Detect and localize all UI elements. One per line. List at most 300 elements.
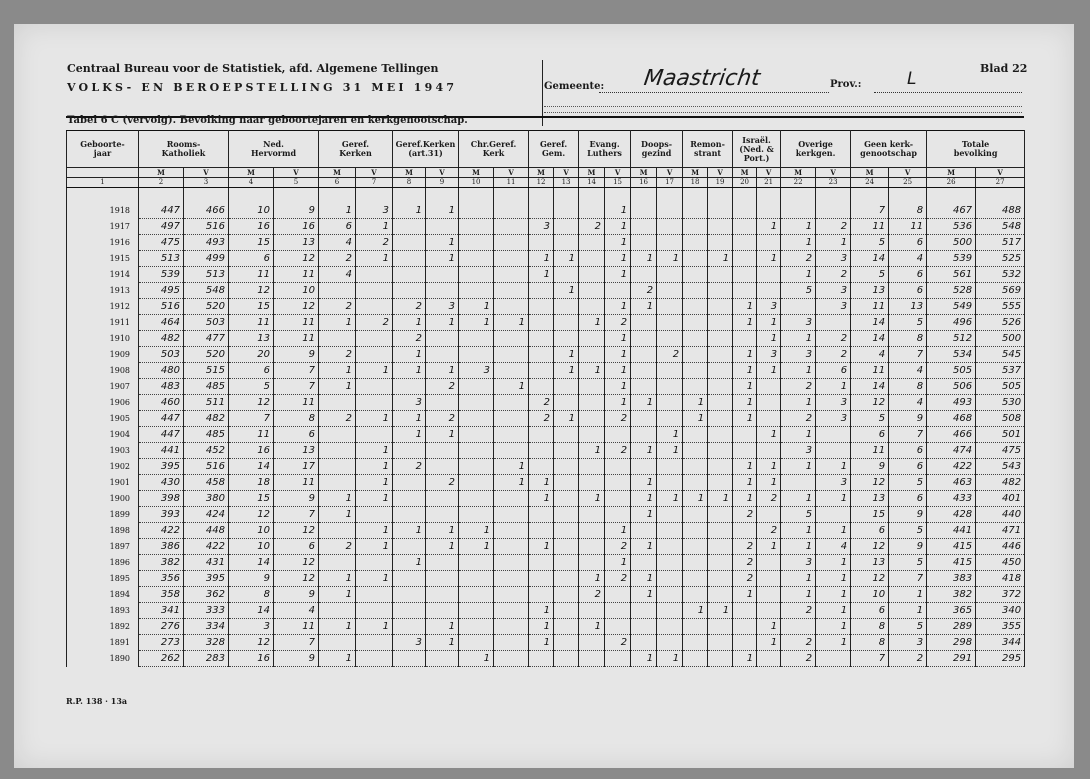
count-cell: 15 [229, 235, 274, 251]
count-cell: 415 [927, 539, 976, 555]
count-cell: 7 [889, 571, 927, 587]
count-cell [683, 571, 708, 587]
count-cell: 516 [139, 299, 184, 315]
table-row [67, 331, 1025, 347]
count-cell [579, 411, 605, 427]
count-cell [579, 555, 605, 571]
count-cell: 2 [319, 347, 356, 363]
sex-header-male: M [733, 168, 757, 178]
count-cell: 5 [851, 411, 889, 427]
count-cell [459, 267, 494, 283]
count-cell [657, 235, 683, 251]
count-cell: 398 [139, 491, 184, 507]
count-cell [579, 331, 605, 347]
count-cell: 273 [139, 635, 184, 651]
birth-year: 1898 [67, 523, 139, 539]
count-cell: 7 [274, 507, 319, 523]
count-cell: 2 [781, 603, 816, 619]
count-cell [494, 571, 529, 587]
count-cell [393, 379, 426, 395]
count-cell [657, 635, 683, 651]
birth-year: 1891 [67, 635, 139, 651]
count-cell [554, 603, 579, 619]
table-row [67, 587, 1025, 603]
count-cell: 1 [816, 491, 851, 507]
count-cell: 9 [229, 571, 274, 587]
col-number: 25 [889, 178, 927, 188]
table-row [67, 347, 1025, 363]
table-row [67, 267, 1025, 283]
count-cell: 447 [139, 427, 184, 443]
count-cell [781, 475, 816, 491]
count-cell [757, 571, 781, 587]
count-cell [579, 283, 605, 299]
count-cell: 10 [274, 283, 319, 299]
count-cell [459, 411, 494, 427]
dotted-line [544, 112, 1022, 113]
count-cell [426, 491, 459, 507]
count-cell: 526 [976, 315, 1025, 331]
count-cell [605, 427, 631, 443]
count-cell [356, 427, 393, 443]
count-cell: 1 [426, 363, 459, 379]
count-cell: 5 [889, 475, 927, 491]
count-cell [781, 203, 816, 219]
count-cell [529, 443, 554, 459]
count-cell: 1 [393, 411, 426, 427]
spacer-cell [781, 188, 816, 204]
count-cell: 3 [459, 363, 494, 379]
count-cell [393, 619, 426, 635]
count-cell: 534 [927, 347, 976, 363]
count-cell: 493 [184, 235, 229, 251]
count-cell [683, 251, 708, 267]
col-header-group: Ned. Hervormd [229, 131, 319, 168]
count-cell: 466 [184, 203, 229, 219]
count-cell: 7 [274, 635, 319, 651]
count-cell: 9 [889, 539, 927, 555]
count-cell: 1 [529, 491, 554, 507]
count-cell: 499 [184, 251, 229, 267]
count-cell [708, 347, 733, 363]
count-cell [426, 555, 459, 571]
count-cell: 1 [319, 587, 356, 603]
count-cell [494, 603, 529, 619]
count-cell [494, 635, 529, 651]
count-cell [356, 379, 393, 395]
count-cell [708, 411, 733, 427]
col-number: 11 [494, 178, 529, 188]
count-cell [816, 507, 851, 523]
count-cell: 1 [605, 267, 631, 283]
count-cell: 1 [529, 635, 554, 651]
count-cell [605, 587, 631, 603]
count-cell [757, 603, 781, 619]
count-cell [356, 587, 393, 603]
count-cell: 11 [851, 299, 889, 315]
count-cell: 525 [976, 251, 1025, 267]
count-cell: 401 [976, 491, 1025, 507]
count-cell [605, 603, 631, 619]
spacer-cell [816, 188, 851, 204]
sex-header-female: V [426, 168, 459, 178]
spacer-cell [529, 188, 554, 204]
count-cell: 448 [184, 523, 229, 539]
count-cell [757, 395, 781, 411]
count-cell [683, 219, 708, 235]
count-cell: 1 [631, 587, 657, 603]
count-cell: 1 [554, 251, 579, 267]
count-cell: 543 [976, 459, 1025, 475]
count-cell [554, 555, 579, 571]
col-number: 4 [229, 178, 274, 188]
count-cell: 1 [426, 251, 459, 267]
count-cell [393, 651, 426, 667]
count-cell: 11 [274, 331, 319, 347]
count-cell: 356 [139, 571, 184, 587]
birth-year: 1903 [67, 443, 139, 459]
count-cell [708, 635, 733, 651]
spacer-cell [733, 188, 757, 204]
count-cell [631, 427, 657, 443]
count-cell: 333 [184, 603, 229, 619]
prov-label: Prov.: [830, 79, 862, 90]
count-cell: 1 [459, 539, 494, 555]
count-cell: 11 [851, 363, 889, 379]
count-cell: 355 [976, 619, 1025, 635]
count-cell: 1 [459, 315, 494, 331]
count-cell [319, 635, 356, 651]
count-cell [393, 235, 426, 251]
org-line: Centraal Bureau voor de Statistiek, afd. Algemene Tellingen [67, 62, 439, 75]
count-cell [781, 299, 816, 315]
spacer-cell [184, 188, 229, 204]
census-table [66, 130, 1025, 667]
count-cell: 3 [781, 315, 816, 331]
count-cell [631, 379, 657, 395]
count-cell [494, 267, 529, 283]
count-cell: 12 [851, 395, 889, 411]
count-cell [733, 267, 757, 283]
count-cell: 1 [356, 491, 393, 507]
count-cell: 1 [781, 363, 816, 379]
count-cell: 12 [274, 555, 319, 571]
count-cell: 1 [781, 539, 816, 555]
count-cell: 6 [851, 603, 889, 619]
count-cell [605, 491, 631, 507]
count-cell: 362 [184, 587, 229, 603]
count-cell: 11 [889, 219, 927, 235]
spacer-cell [605, 188, 631, 204]
count-cell [529, 555, 554, 571]
count-cell: 1 [657, 427, 683, 443]
count-cell [494, 299, 529, 315]
count-cell: 1 [657, 443, 683, 459]
count-cell: 493 [927, 395, 976, 411]
count-cell: 415 [927, 555, 976, 571]
count-cell: 9 [851, 459, 889, 475]
count-cell: 1 [657, 251, 683, 267]
count-cell [657, 331, 683, 347]
count-cell: 496 [927, 315, 976, 331]
count-cell: 4 [319, 235, 356, 251]
count-cell: 1 [733, 299, 757, 315]
count-cell: 2 [733, 539, 757, 555]
count-cell [631, 603, 657, 619]
count-cell [708, 395, 733, 411]
count-cell: 480 [139, 363, 184, 379]
count-cell: 15 [851, 507, 889, 523]
count-cell [319, 459, 356, 475]
count-cell [733, 219, 757, 235]
col-header-group: Remon- strant [683, 131, 733, 168]
col-header-group: Chr.Geref. Kerk [459, 131, 529, 168]
birth-year: 1901 [67, 475, 139, 491]
count-cell [657, 571, 683, 587]
count-cell: 447 [139, 411, 184, 427]
count-cell [605, 651, 631, 667]
sex-header-male: M [851, 168, 889, 178]
count-cell: 3 [393, 635, 426, 651]
count-cell [459, 555, 494, 571]
col-header-group: Doops- gezind [631, 131, 683, 168]
count-cell [529, 507, 554, 523]
count-cell [554, 651, 579, 667]
count-cell: 539 [139, 267, 184, 283]
count-cell: 13 [274, 235, 319, 251]
count-cell [657, 523, 683, 539]
count-cell: 1 [781, 235, 816, 251]
count-cell: 395 [184, 571, 229, 587]
sex-header-female: V [554, 168, 579, 178]
count-cell: 430 [139, 475, 184, 491]
count-cell: 2 [426, 411, 459, 427]
count-cell [459, 251, 494, 267]
count-cell [459, 475, 494, 491]
count-cell [494, 395, 529, 411]
count-cell: 1 [319, 651, 356, 667]
count-cell [356, 651, 393, 667]
sex-header-male: M [393, 168, 426, 178]
count-cell [816, 427, 851, 443]
count-cell: 1 [733, 363, 757, 379]
sex-header-male: M [529, 168, 554, 178]
sex-header-female: V [274, 168, 319, 178]
count-cell [426, 571, 459, 587]
col-number: 27 [976, 178, 1025, 188]
sex-header-male: M [319, 168, 356, 178]
count-cell: 1 [605, 331, 631, 347]
count-cell: 1 [631, 475, 657, 491]
birth-year: 1911 [67, 315, 139, 331]
count-cell: 1 [733, 651, 757, 667]
count-cell: 1 [631, 299, 657, 315]
count-cell: 516 [184, 459, 229, 475]
count-cell [554, 571, 579, 587]
count-cell [657, 587, 683, 603]
count-cell: 1 [757, 635, 781, 651]
spacer-cell [426, 188, 459, 204]
count-cell [494, 587, 529, 603]
count-cell: 1 [757, 539, 781, 555]
sex-header-female: V [356, 168, 393, 178]
count-cell: 340 [976, 603, 1025, 619]
blad-number: Blad 22 [980, 62, 1028, 75]
count-cell [733, 251, 757, 267]
count-cell [356, 395, 393, 411]
count-cell [683, 267, 708, 283]
count-cell: 9 [274, 651, 319, 667]
birth-year: 1907 [67, 379, 139, 395]
count-cell: 6 [851, 427, 889, 443]
count-cell [708, 539, 733, 555]
gemeente-label: Gemeente: [544, 81, 605, 92]
count-cell: 1 [781, 427, 816, 443]
count-cell [529, 571, 554, 587]
count-cell: 485 [184, 427, 229, 443]
count-cell: 1 [426, 235, 459, 251]
count-cell [554, 379, 579, 395]
count-cell: 1 [816, 619, 851, 635]
count-cell: 1 [781, 587, 816, 603]
count-cell: 6 [229, 251, 274, 267]
count-cell: 6 [816, 363, 851, 379]
count-cell [529, 523, 554, 539]
count-cell: 1 [781, 395, 816, 411]
count-cell: 9 [889, 507, 927, 523]
count-cell: 10 [229, 523, 274, 539]
col-number: 23 [816, 178, 851, 188]
count-cell: 475 [976, 443, 1025, 459]
count-cell [816, 315, 851, 331]
count-cell [494, 555, 529, 571]
count-cell [579, 235, 605, 251]
count-cell: 549 [927, 299, 976, 315]
sex-header-female: V [976, 168, 1025, 178]
col-header-group: Geen kerk- genootschap [851, 131, 927, 168]
count-cell: 1 [816, 459, 851, 475]
count-cell [605, 459, 631, 475]
count-cell [554, 587, 579, 603]
count-cell [708, 427, 733, 443]
count-cell: 1 [393, 347, 426, 363]
birth-year: 1894 [67, 587, 139, 603]
count-cell [459, 507, 494, 523]
count-cell: 2 [733, 555, 757, 571]
count-cell: 4 [274, 603, 319, 619]
count-cell [683, 379, 708, 395]
count-cell [708, 619, 733, 635]
count-cell: 12 [229, 507, 274, 523]
count-cell: 16 [229, 443, 274, 459]
count-cell: 2 [579, 219, 605, 235]
count-cell: 1 [605, 347, 631, 363]
count-cell: 500 [976, 331, 1025, 347]
count-cell: 9 [274, 491, 319, 507]
count-cell: 14 [229, 459, 274, 475]
count-cell: 460 [139, 395, 184, 411]
count-cell [708, 379, 733, 395]
birth-year: 1900 [67, 491, 139, 507]
count-cell [631, 523, 657, 539]
count-cell [356, 331, 393, 347]
col-number: 21 [757, 178, 781, 188]
col-number: 1 [67, 178, 139, 188]
count-cell: 2 [816, 347, 851, 363]
count-cell [708, 363, 733, 379]
count-cell [733, 203, 757, 219]
count-cell: 468 [927, 411, 976, 427]
col-number: 18 [683, 178, 708, 188]
count-cell [393, 475, 426, 491]
table-row [67, 411, 1025, 427]
count-cell: 536 [927, 219, 976, 235]
count-cell [554, 395, 579, 411]
count-cell: 1 [529, 619, 554, 635]
count-cell: 1 [459, 651, 494, 667]
count-cell: 11 [851, 443, 889, 459]
count-cell: 1 [816, 603, 851, 619]
count-cell: 1 [319, 315, 356, 331]
count-cell [393, 283, 426, 299]
table-row [67, 235, 1025, 251]
spacer-cell [319, 188, 356, 204]
count-cell: 1 [605, 555, 631, 571]
count-cell: 495 [139, 283, 184, 299]
table-row [67, 427, 1025, 443]
count-cell: 2 [781, 379, 816, 395]
count-cell [579, 299, 605, 315]
col-number: 8 [393, 178, 426, 188]
count-cell: 458 [184, 475, 229, 491]
spacer-cell [708, 188, 733, 204]
count-cell: 1 [757, 619, 781, 635]
count-cell: 1 [579, 363, 605, 379]
count-cell: 2 [356, 235, 393, 251]
count-cell [631, 619, 657, 635]
count-cell: 9 [274, 203, 319, 219]
count-cell [579, 635, 605, 651]
count-cell: 548 [976, 219, 1025, 235]
count-cell [631, 315, 657, 331]
count-cell: 1 [605, 299, 631, 315]
count-cell: 3 [816, 411, 851, 427]
count-cell [631, 331, 657, 347]
count-cell: 1 [605, 219, 631, 235]
count-cell: 1 [708, 251, 733, 267]
count-cell: 497 [139, 219, 184, 235]
count-cell: 1 [757, 251, 781, 267]
count-cell [319, 523, 356, 539]
count-cell: 1 [816, 635, 851, 651]
count-cell [683, 443, 708, 459]
count-cell [683, 507, 708, 523]
count-cell: 1 [319, 507, 356, 523]
count-cell: 4 [816, 539, 851, 555]
count-cell [683, 331, 708, 347]
count-cell [631, 235, 657, 251]
count-cell: 1 [889, 587, 927, 603]
count-cell [631, 219, 657, 235]
table-row [67, 491, 1025, 507]
count-cell: 1 [426, 523, 459, 539]
count-cell: 7 [889, 427, 927, 443]
count-cell [459, 491, 494, 507]
count-cell: 464 [139, 315, 184, 331]
count-cell [554, 459, 579, 475]
count-cell [356, 555, 393, 571]
count-cell [393, 219, 426, 235]
